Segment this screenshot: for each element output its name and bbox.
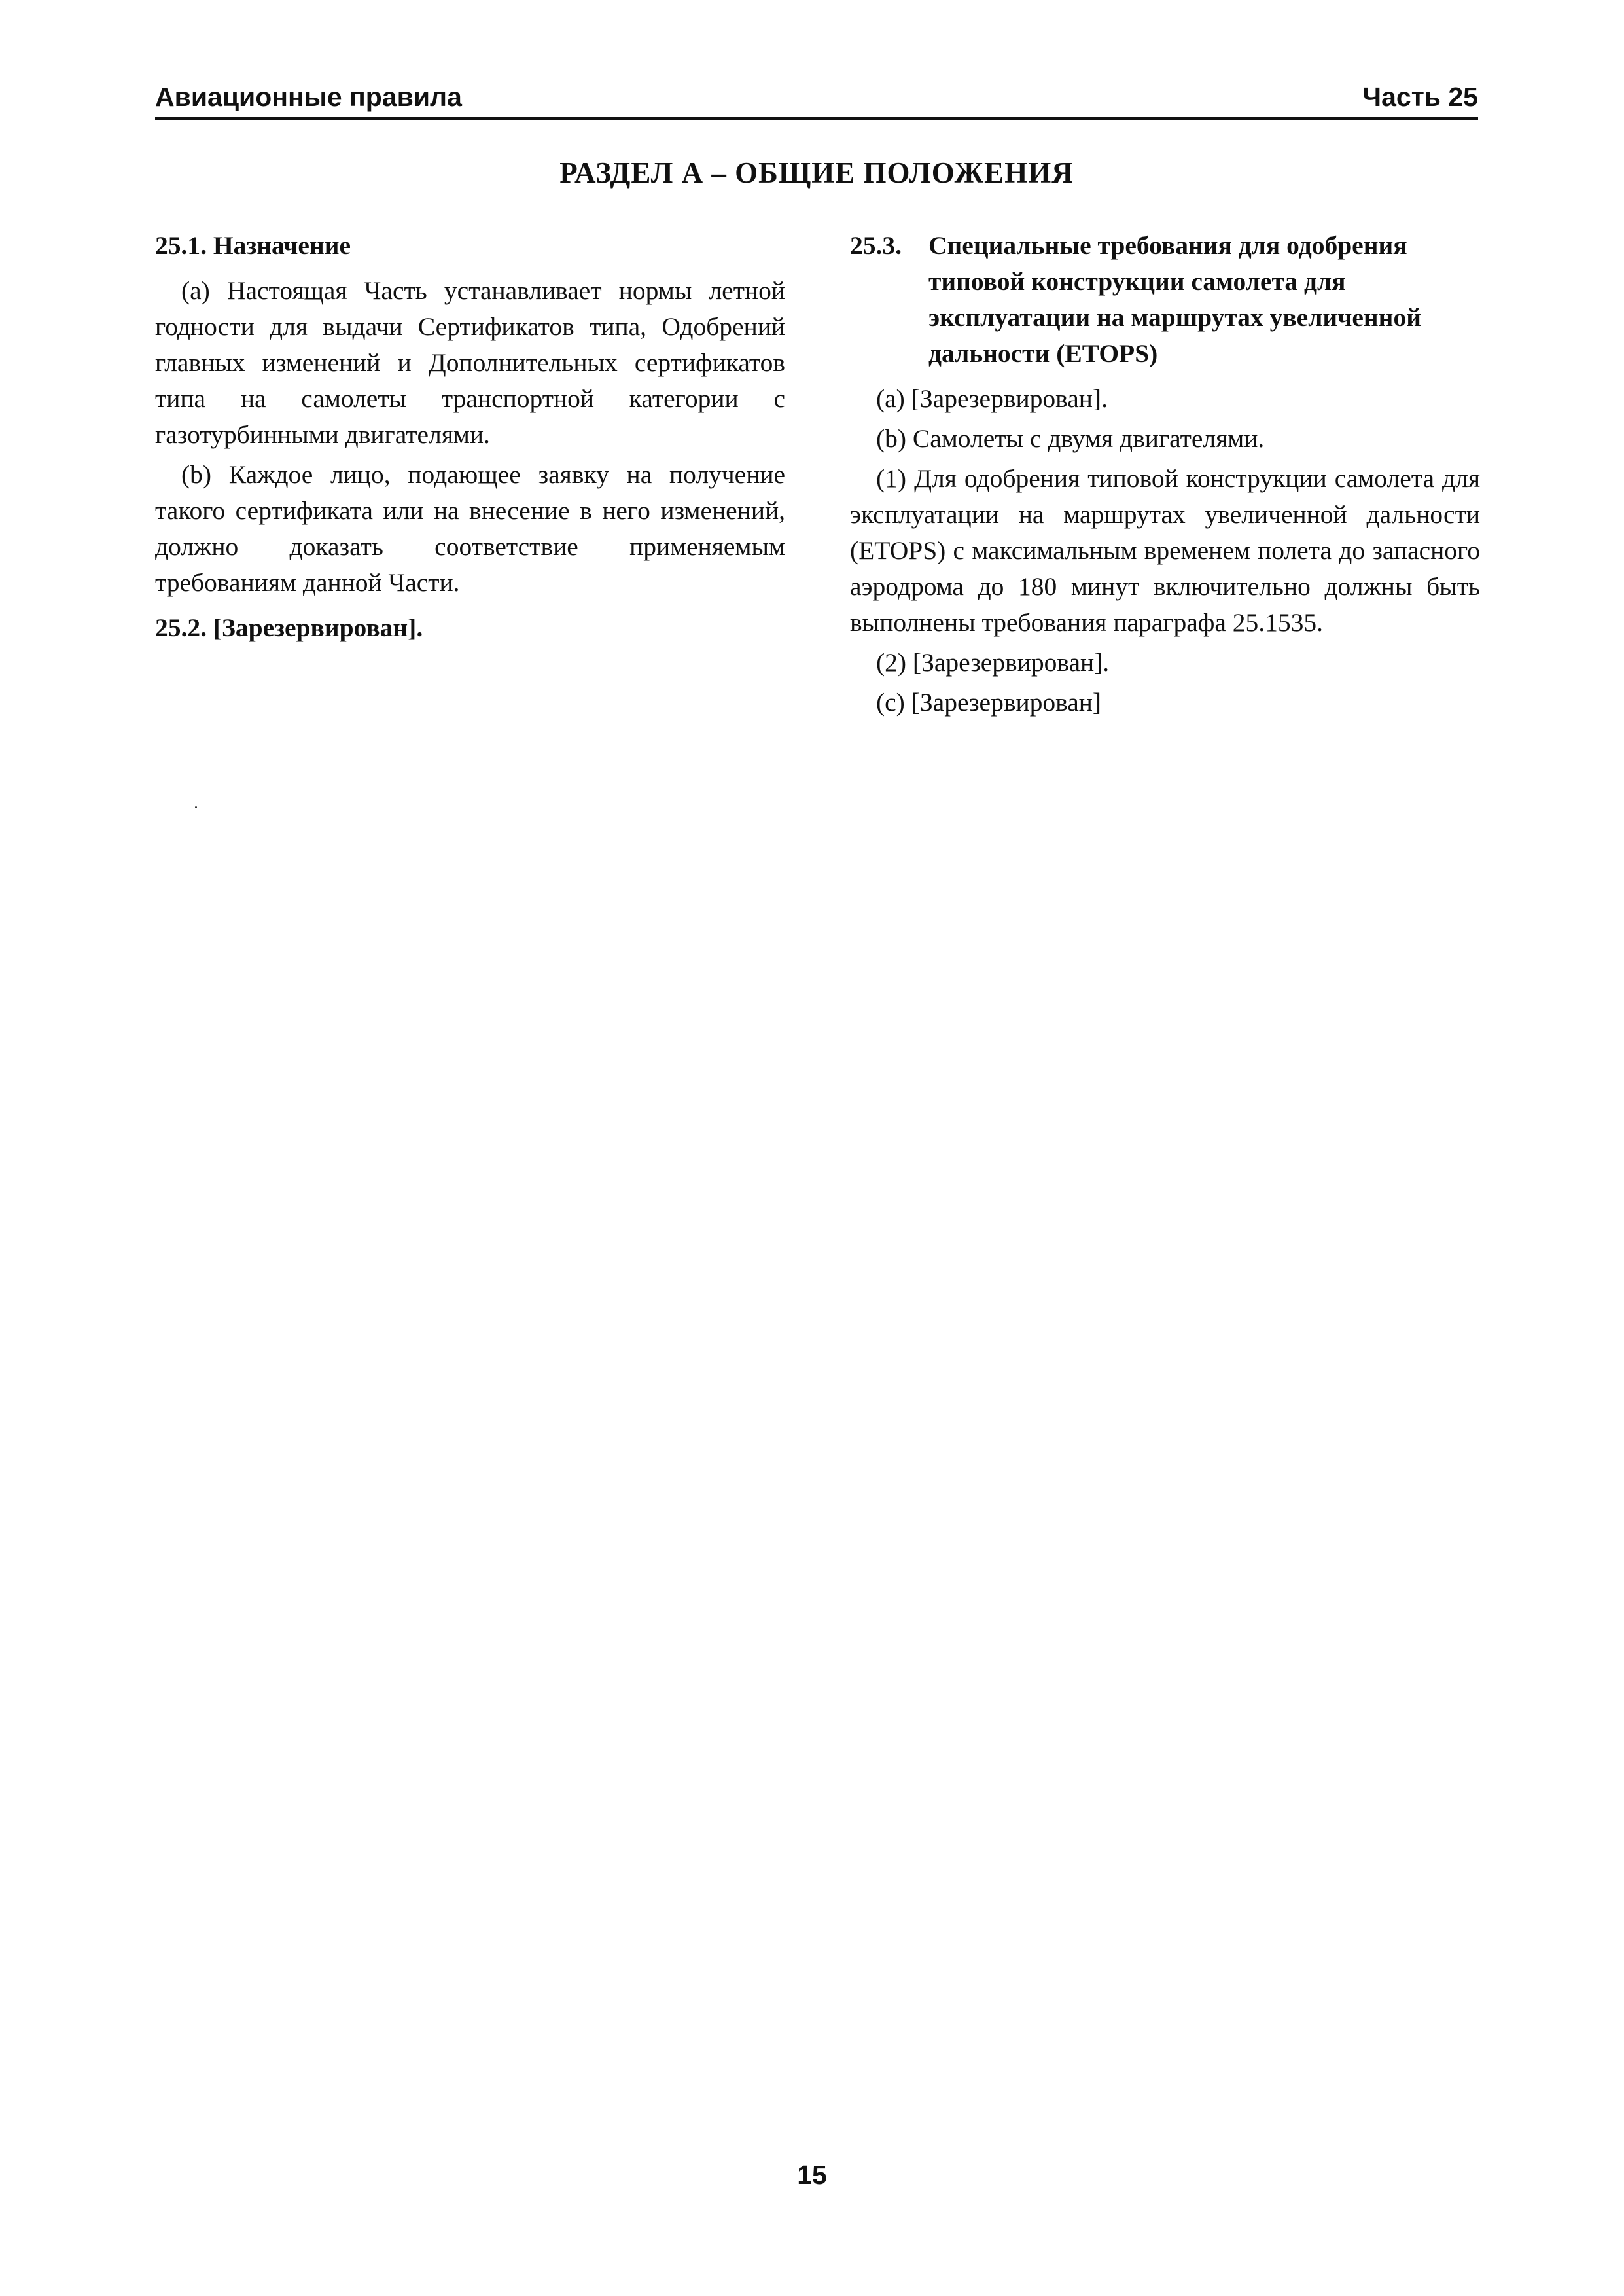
scan-speck [195,806,197,808]
clause-25-3-title: Специальные требования для одобрения типовой конструкции самолета для эксплуатации на маршрутах увеличенной дальности (ETOPS) [928,231,1421,368]
clause-25-3-para-a: (a) [Зарезервирован]. [876,384,1108,413]
page-number: 15 [797,2160,827,2190]
left-column [155,228,785,655]
right-column [850,228,1480,725]
section-title: РАЗДЕЛ А – ОБЩИЕ ПОЛОЖЕНИЯ [559,156,1074,189]
clause-25-3-heading [850,228,1480,372]
clause-25-3-para-b: (b) Самолеты с двумя двигателями. [876,424,1265,453]
clause-25-1-para-b: (b) Каждое лицо, подающее заявку на получение такого сертификата или на внесение в него изменений, должно доказать соответствие применяемым требованиям данной Части. [155,460,785,597]
header-part-label: Часть 25 [1362,82,1478,112]
clause-25-1-para-a: (a) Настоящая Часть устанавливает нормы летной годности для выдачи Сертификатов типа, Одобрений главных изменений и Дополнительных сертификатов типа на самолеты транспортной категории с газотурбинными двигателями. [155,276,785,449]
header-document-title: Авиационные правила [155,82,462,112]
running-header [155,77,1478,120]
clause-25-1-heading: 25.1. Назначение [155,231,351,260]
clause-25-3-para-c: (c) [Зарезервирован] [876,688,1102,717]
clause-25-3-number: 25.3. [850,231,902,260]
clause-25-3-para-b1: (1) Для одобрения типовой конструкции самолета для эксплуатации на маршрутах увеличенной дальности (ETOPS) с максимальным временем полета до запасного аэродрома до 180 минут включительно должны быть выполнены требования параграфа 25.1535. [850,464,1480,637]
clause-25-2-heading: 25.2. [Зарезервирован]. [155,613,423,642]
clause-25-3-para-b2: (2) [Зарезервирован]. [876,648,1110,677]
